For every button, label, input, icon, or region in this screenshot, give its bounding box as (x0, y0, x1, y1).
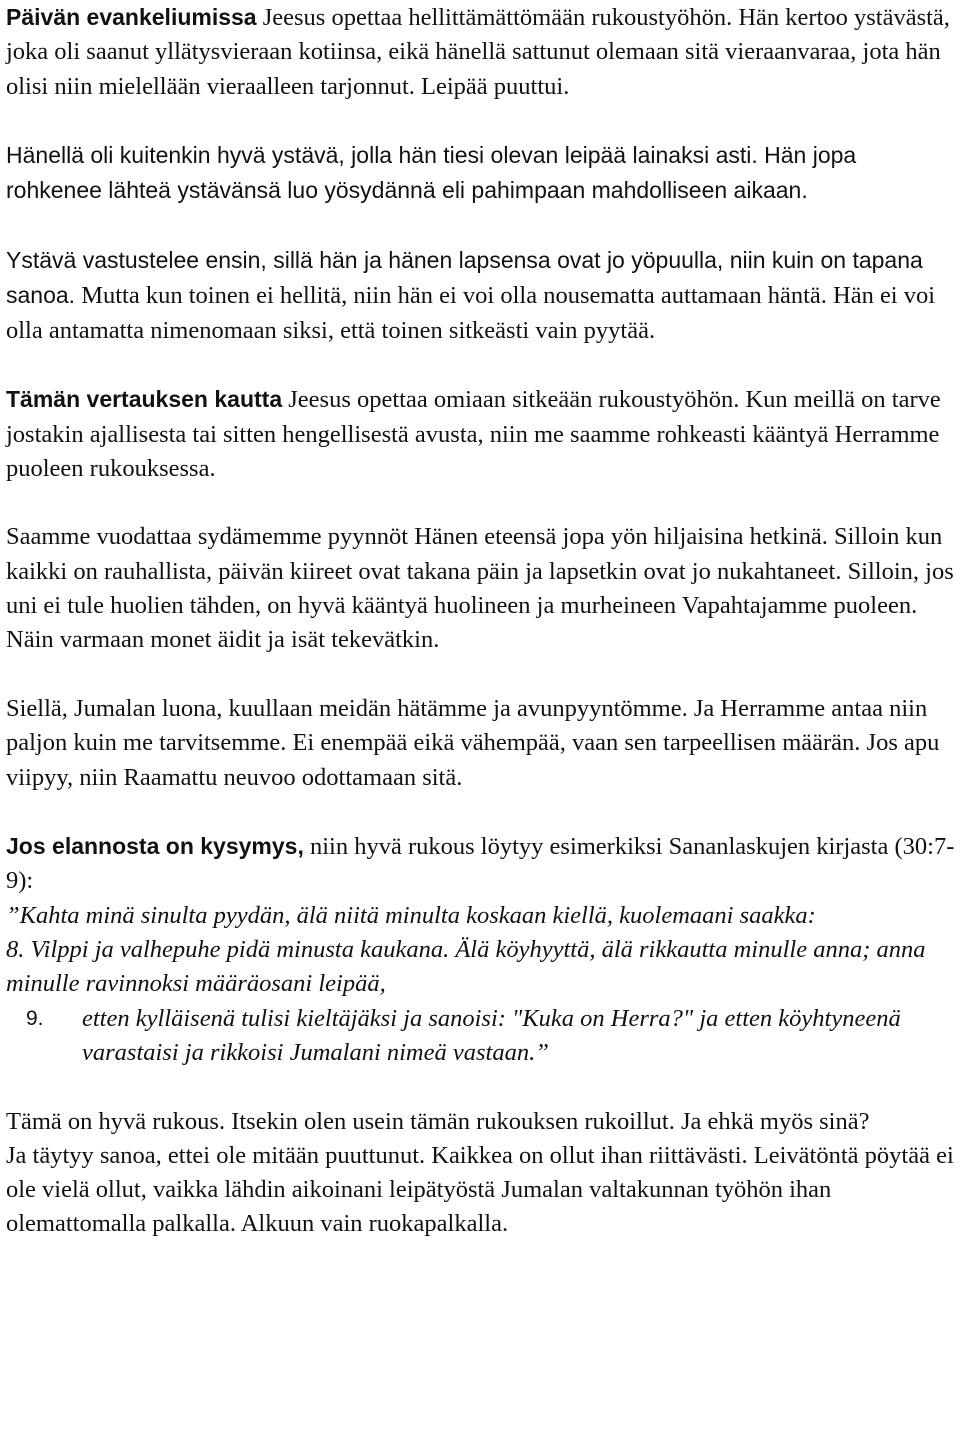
paragraph-6-text: Siellä, Jumalan luona, kuullaan meidän hätämme ja avunpyyntömme. Ja Herramme antaa niin paljon kuin me tarvitsemme. Ei enempää eikä vähempää, vaan sen tarpeellisen määrän. Jos apu viipyy, niin Raamattu neuvoo odottamaan sitä. (6, 694, 940, 791)
paragraph-6 (6, 692, 956, 795)
paragraph-7 (6, 829, 956, 899)
paragraph-4 (6, 382, 956, 486)
paragraph-8-line-1: Tämä on hyvä rukous. Itsekin olen usein tämän rukouksen rukoillut. Ja ehkä myös sinä? (6, 1107, 870, 1135)
paragraph-3 (6, 243, 956, 348)
paragraph-1 (6, 0, 956, 104)
quote-line-1: ”Kahta minä sinulta pyydän, älä niitä minulta koskaan kiellä, kuolemaani saakka: (6, 901, 816, 929)
paragraph-7-lead: Jos elannosta on kysymys, (6, 833, 304, 860)
paragraph-2-text: Hänellä oli kuitenkin hyvä ystävä, jolla hän tiesi olevan leipää lainaksi asti. Hän jopa rohkenee lähteä ystävänsä luo yösydännä eli pahimpaan mahdolliseen aikaan. (6, 142, 857, 204)
quote-verse-9 (6, 1002, 956, 1071)
paragraph-5 (6, 520, 956, 657)
paragraph-4-lead: Tämän vertauksen kautta (6, 386, 283, 413)
paragraph-5-text: Saamme vuodattaa sydämemme pyynnöt Hänen eteensä jopa yön hiljaisina hetkinä. Silloin kun kaikki on rauhallista, päivän kiireet ovat takana päin ja lapsetkin ovat jo nukahtaneet. Silloin, jos uni ei tule huolien tähden, on hyvä kääntyä huolineen ja murheineen Vapahtajamme puoleen. Näin varmaan monet äidit ja isät tekevätkin. (6, 523, 954, 654)
paragraph-8-line-2: Ja täytyy sanoa, ettei ole mitään puuttunut. Kaikkea on ollut ihan riittävästi. Leivätöntä pöytää ei ole vielä ollut, vaikka lähdin aikoinani leipätyöstä Jumalan valtakunnan työhön ihan olemattomalla palkalla. Alkuun vain ruokapalkalla. (6, 1141, 954, 1238)
verse-9-number: 9. (26, 1006, 44, 1030)
paragraph-7-text: niin hyvä rukous löytyy esimerkiksi Sananlaskujen kirjasta (30:7-9): (6, 833, 955, 895)
paragraph-4-text: Jeesus opettaa omiaan sitkeään rukoustyöhön. Kun meillä on tarve jostakin ajallisesta tai sitten hengellisestä avusta, niin me saamme rohkeasti kääntyä Herramme puoleen rukouksessa. (6, 386, 941, 482)
paragraph-3-text-sans: Ystävä vastustelee ensin, sillä hän ja hänen lapsensa ovat jo yöpuulla, niin kuin on tapana sanoa. (6, 247, 923, 309)
paragraph-3-text-rest: Mutta kun toinen ei hellitä, niin hän ei voi olla nousematta auttamaan häntä. Hän ei voi olla antamatta nimenomaan siksi, että toinen sitkeästi vain pyytää. (6, 282, 936, 344)
paragraph-1-lead: Päivän evankeliumissa (6, 4, 257, 30)
paragraph-1-text: Jeesus opettaa hellittämättömään rukoustyöhön. Hän kertoo ystävästä, joka oli saanut yllätysvieraan kotiinsa, eikä hänellä sattunut olemaan sitä vieraanvaraa, jota hän olisi niin mielellään vieraalleen tarjonnut. Leipää puuttui. (6, 4, 950, 100)
quote-line-2: 8. Vilppi ja valhepuhe pidä minusta kaukana. Älä köyhyyttä, älä rikkautta minulle anna; anna minulle ravinnoksi määräosani leipää, (6, 936, 926, 998)
verse-9-text: etten kylläisenä tulisi kieltäjäksi ja sanoisi: "Kuka on Herra?" ja etten köyhtyneenä varastaisi ja rikkoisi Jumalani nimeä vastaan.” (82, 1004, 901, 1066)
paragraph-2 (6, 138, 956, 209)
document-page (6, 0, 956, 1242)
